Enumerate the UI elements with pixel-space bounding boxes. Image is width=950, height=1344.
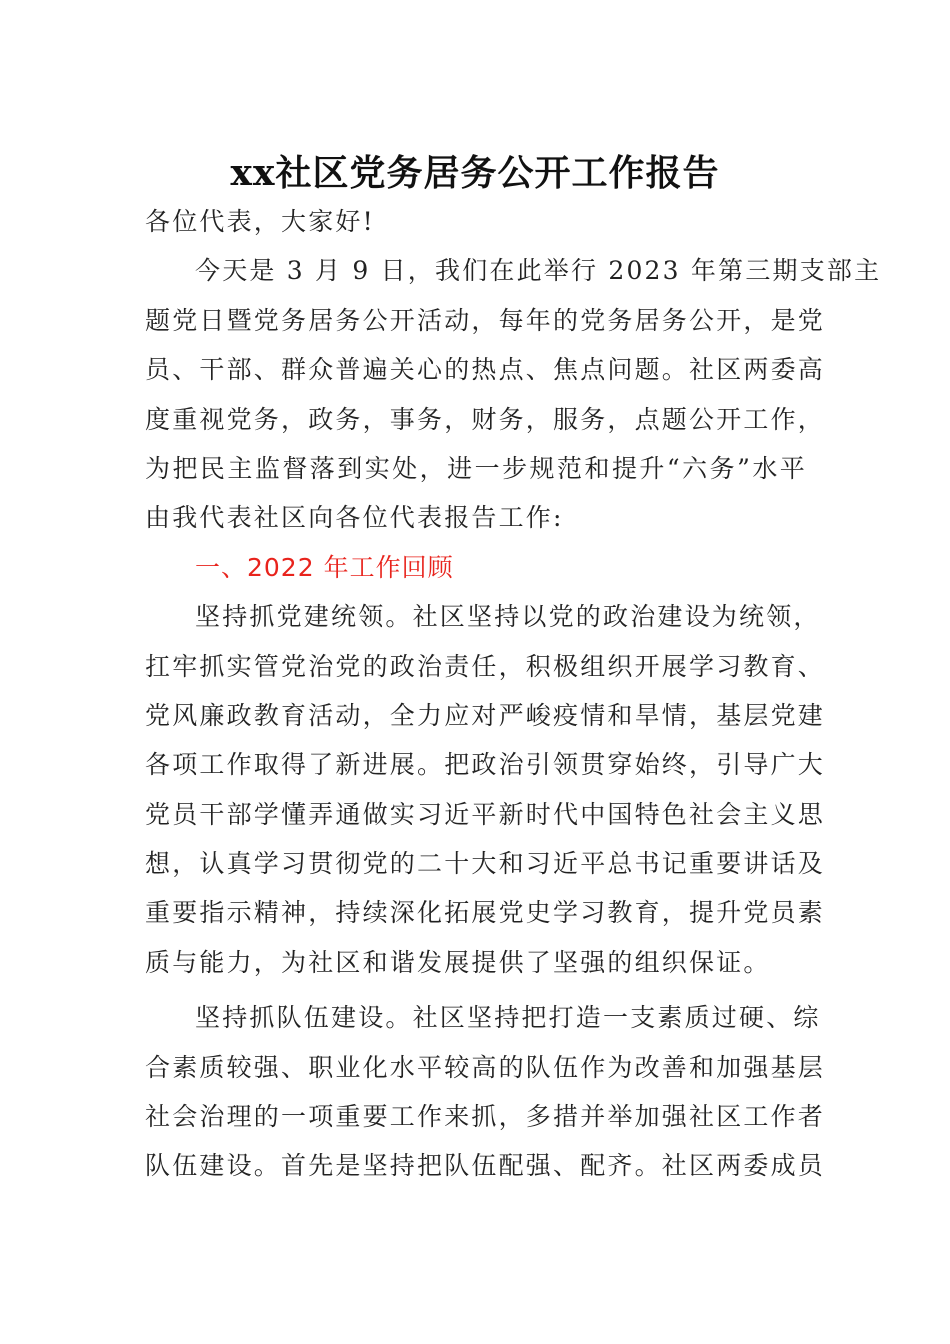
paragraph-line: 想，认真学习贯彻党的二十大和习近平总书记重要讲话及 (145, 849, 826, 879)
document-title: xx社区党务居务公开工作报告 (230, 152, 720, 194)
paragraph-line: 今天是 3 月 9 日，我们在此举行 2023 年第三期支部主 (195, 256, 882, 286)
paragraph-line: 党员干部学懂弄通做实习近平新时代中国特色社会主义思 (145, 799, 826, 829)
paragraph-line: 重要指示精神，持续深化拓展党史学习教育，提升党员素 (145, 898, 826, 928)
paragraph-line: 合素质较强、职业化水平较高的队伍作为改善和加强基层 (145, 1052, 826, 1082)
paragraph-line: 社会治理的一项重要工作来抓，多措并举加强社区工作者 (145, 1102, 826, 1132)
paragraph-line: 各项工作取得了新进展。把政治引领贯穿始终，引导广大 (145, 750, 826, 780)
paragraph-line: 度重视党务，政务，事务，财务，服务，点题公开工作， (145, 404, 826, 434)
greeting: 各位代表，大家好! (145, 207, 375, 236)
paragraph-line: 队伍建设。首先是坚持把队伍配强、配齐。社区两委成员 (145, 1151, 826, 1181)
paragraph-line: 坚持抓队伍建设。社区坚持把打造一支素质过硬、综 (195, 1003, 821, 1033)
paragraph-line: 由我代表社区向各位代表报告工作: (145, 503, 564, 533)
paragraph-line: 党风廉政教育活动，全力应对严峻疫情和旱情，基层党建 (145, 700, 826, 730)
paragraph-line: 员、干部、群众普遍关心的热点、焦点问题。社区两委高 (145, 355, 826, 385)
document-body (145, 197, 882, 1191)
section-heading: 一、2022 年工作回顾 (195, 552, 454, 582)
paragraph-line: 扛牢抓实管党治党的政治责任，积极组织开展学习教育、 (145, 651, 826, 681)
paragraph-line: 坚持抓党建统领。社区坚持以党的政治建设为统领， (195, 602, 821, 632)
paragraph-line: 题党日暨党务居务公开活动，每年的党务居务公开，是党 (145, 305, 826, 335)
paragraph-line: 为把民主监督落到实处，进一步规范和提升“六务”水平 (145, 453, 807, 483)
paragraph-line: 质与能力，为社区和谐发展提供了坚强的组织保证。 (145, 947, 771, 977)
